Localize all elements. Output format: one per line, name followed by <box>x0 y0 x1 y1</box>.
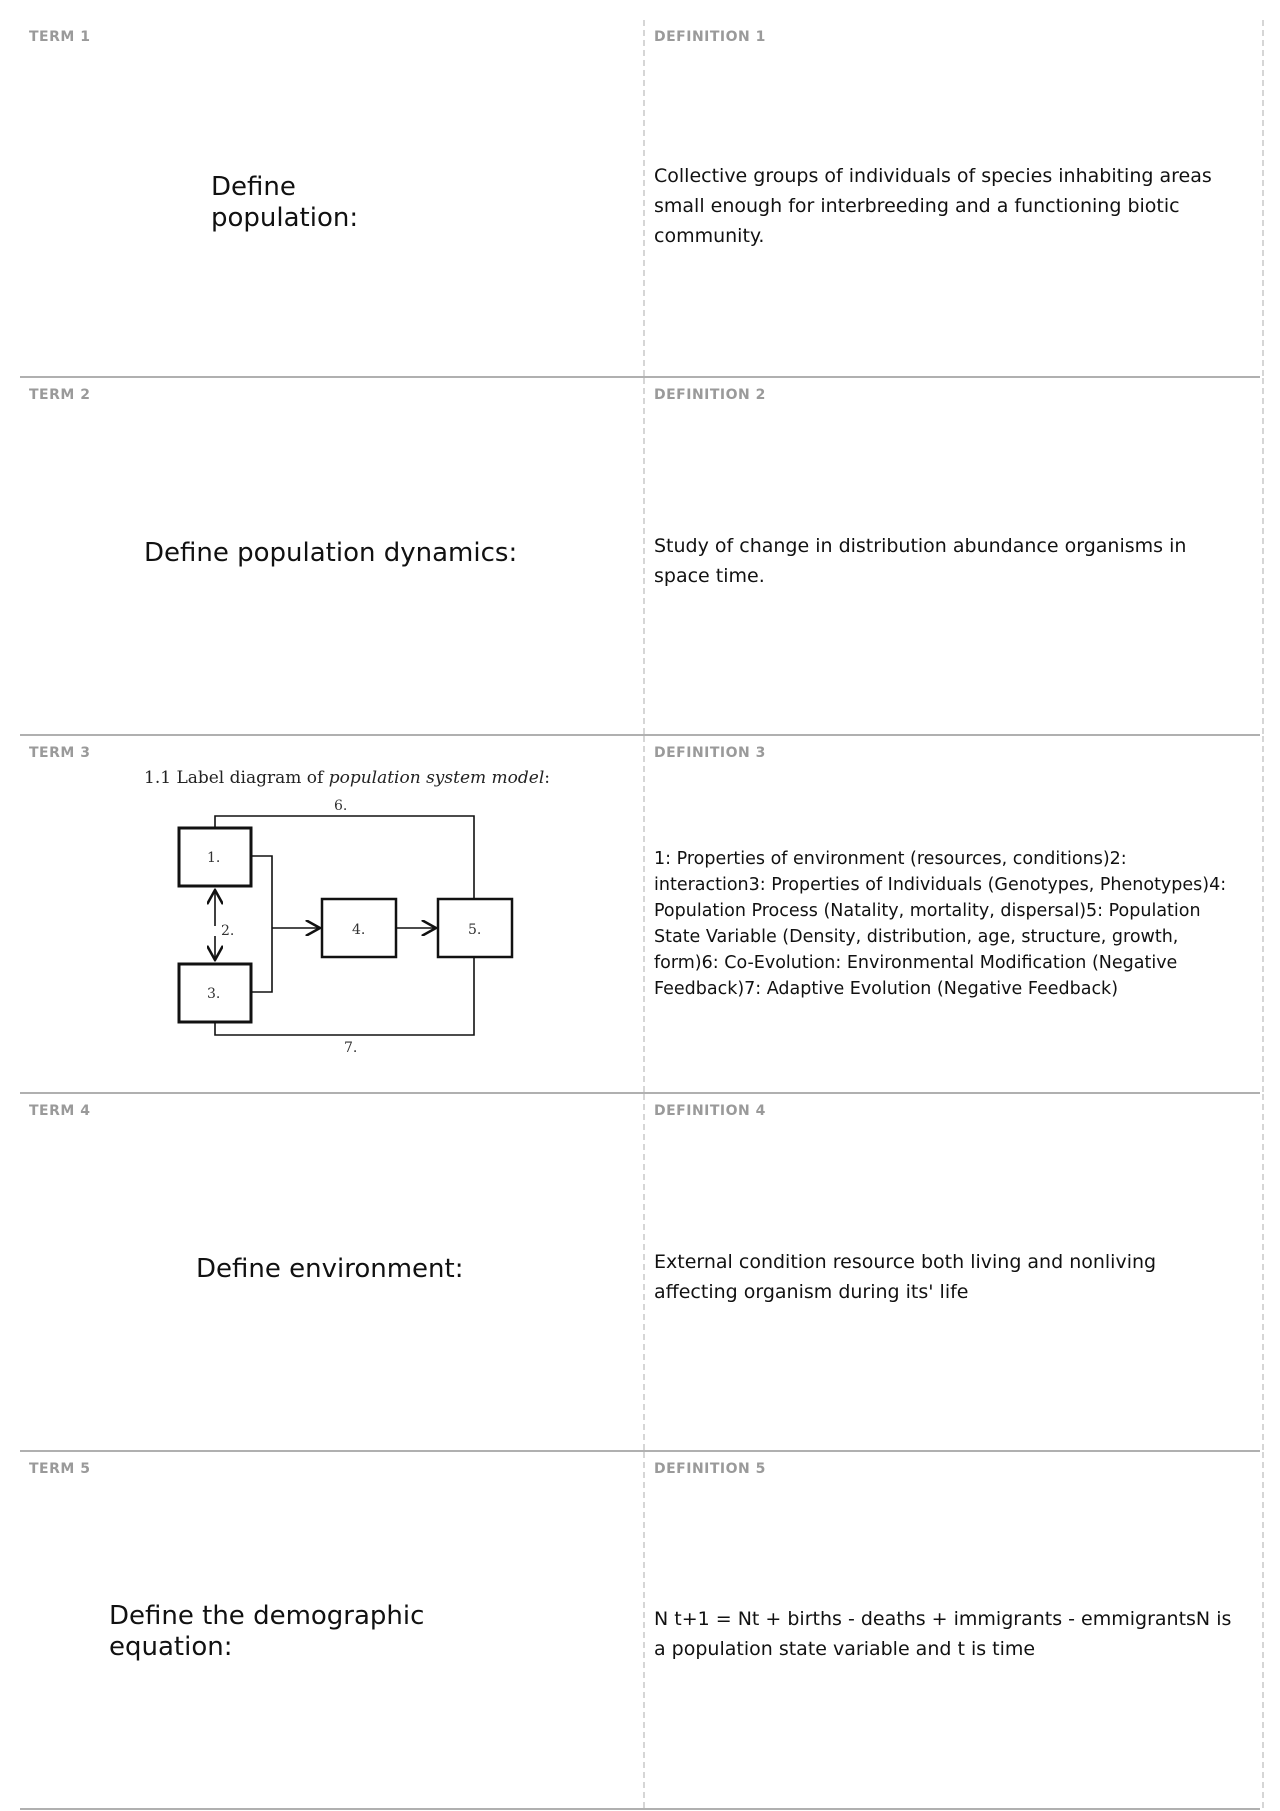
diagram-title: 1.1 Label diagram of population system model: <box>144 768 551 788</box>
diagram-label-3: 3. <box>207 986 221 1002</box>
card-row-4 <box>20 1094 1260 1452</box>
card-row-2 <box>20 378 1260 736</box>
term-label-5: TERM 5 <box>29 1461 91 1477</box>
term-cell-3 <box>20 736 641 1092</box>
card-row-1 <box>20 20 1260 378</box>
definition-cell-3 <box>643 736 1264 1092</box>
term-text-5: Define the demographic equation: <box>109 1601 425 1662</box>
diagram-label-7: 7. <box>344 1040 358 1056</box>
card-row-5 <box>20 1452 1260 1810</box>
diagram-label-2: 2. <box>221 923 235 939</box>
definition-cell-1 <box>643 20 1264 376</box>
definition-text-4: External condition resource both living and nonliving affecting organism during its' life <box>654 1251 1157 1303</box>
population-system-diagram <box>144 768 551 1084</box>
definition-cell-4 <box>643 1094 1264 1450</box>
card-row-3 <box>20 736 1260 1094</box>
term-text-4: Define environment: <box>196 1254 464 1284</box>
diagram-label-6: 6. <box>334 798 348 814</box>
definition-cell-5 <box>643 1452 1264 1808</box>
definition-text-1: Collective groups of individuals of species inhabiting areas small enough for interbreeding and a functioning biotic community. <box>654 165 1212 247</box>
term-cell-4 <box>20 1094 641 1450</box>
definition-text-2: Study of change in distribution abundance organisms in space time. <box>654 535 1187 587</box>
term-text-1: Define population: <box>211 172 359 233</box>
term-cell-5 <box>20 1452 641 1808</box>
term-cell-2 <box>20 378 641 734</box>
diagram-label-4: 4. <box>352 922 366 938</box>
term-label-1: TERM 1 <box>29 29 91 45</box>
term-label-2: TERM 2 <box>29 387 91 403</box>
term-cell-1 <box>20 20 641 376</box>
definition-label-2: DEFINITION 2 <box>654 387 766 403</box>
definition-text-5: N t+1 = Nt + births - deaths + immigrants - emmigrantsN is a population state variable and t is time <box>654 1608 1232 1660</box>
term-text-2: Define population dynamics: <box>144 538 518 568</box>
definition-label-5: DEFINITION 5 <box>654 1461 766 1477</box>
definition-cell-2 <box>643 378 1264 734</box>
flashcard-sheet <box>20 20 1260 1810</box>
definition-label-4: DEFINITION 4 <box>654 1103 766 1119</box>
definition-label-3: DEFINITION 3 <box>654 745 766 761</box>
definition-text-3: 1: Properties of environment (resources, conditions)2: interaction3: Properties of Individuals (Genotypes, Phenotypes)4: Population Process (Natality, mortality, dispersal)5: Population State Variable (Density, distribution, age, structure, growth, form)6: Co-Evolution: Environmental Modification (Negative Feedback)7: Adaptive Evolution (Negative Feedback) <box>654 849 1227 999</box>
diagram-label-1: 1. <box>207 850 221 866</box>
diagram-label-5: 5. <box>468 922 482 938</box>
term-label-4: TERM 4 <box>29 1103 91 1119</box>
term-label-3: TERM 3 <box>29 745 91 761</box>
definition-label-1: DEFINITION 1 <box>654 29 766 45</box>
diagram-graphic <box>144 796 524 1084</box>
